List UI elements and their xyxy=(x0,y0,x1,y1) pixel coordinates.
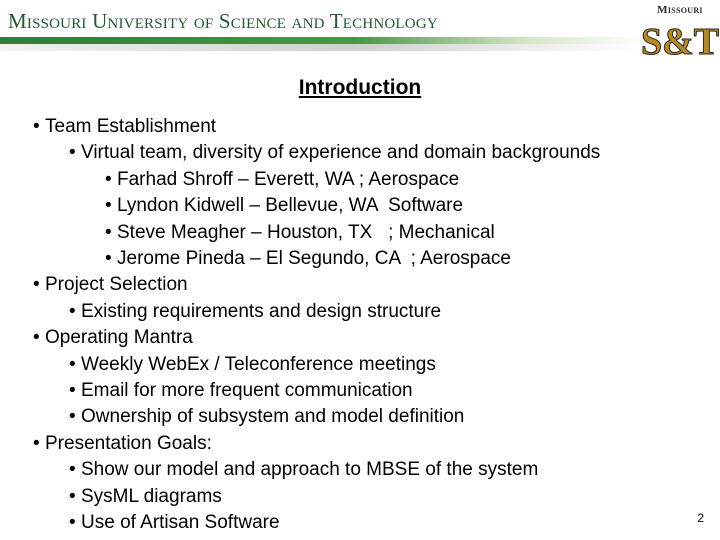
bullet-text: SysML diagrams xyxy=(81,485,222,507)
bullet-text: Ownership of subsystem and model definition xyxy=(81,406,465,428)
list-item: • Use of Artisan Software xyxy=(69,512,280,534)
bullet-text: Show our model and approach to MBSE of the system xyxy=(81,459,539,481)
list-item: • Lyndon Kidwell – Bellevue, WA Software xyxy=(105,195,464,217)
list-item: • Ownership of subsystem and model definition xyxy=(69,406,465,428)
bullet-text: Existing requirements and design structure xyxy=(81,300,442,322)
bullet-text: Virtual team, diversity of experience and domain backgrounds xyxy=(81,142,601,164)
missouri-st-logo xyxy=(640,2,720,63)
list-item: • Project Selection xyxy=(33,274,188,296)
list-item: • Team Establishment xyxy=(33,116,217,137)
list-item: • Show our model and approach to MBSE of the system xyxy=(69,459,539,481)
list-item: • Farhad Shroff – Everett, WA ; Aerospace xyxy=(105,168,460,190)
header-gray-bar xyxy=(0,44,645,51)
header-green-bar xyxy=(0,37,645,44)
bullet-text: Team Establishment xyxy=(45,116,217,137)
list-item: • Jerome Pineda – El Segundo, CA ; Aerospace xyxy=(105,248,511,270)
bullet-text: Weekly WebEx / Teleconference meetings xyxy=(81,353,436,375)
list-item: • Presentation Goals: xyxy=(33,432,212,454)
bullet-text: Use of Artisan Software xyxy=(81,512,280,534)
bullet-text: Lyndon Kidwell – Bellevue, WA Software xyxy=(117,195,464,217)
list-item: • Email for more frequent communication xyxy=(69,380,413,402)
list-item: • Steve Meagher – Houston, TX ; Mechanical xyxy=(105,221,495,243)
list-item: • Weekly WebEx / Teleconference meetings xyxy=(69,353,436,375)
list-item: • Virtual team, diversity of experience and domain backgrounds xyxy=(69,142,601,164)
page-number: 2 xyxy=(697,511,704,525)
bullet-text: Steve Meagher – Houston, TX ; Mechanical xyxy=(117,221,495,243)
logo-word: Missouri xyxy=(657,4,703,16)
list-item: • Existing requirements and design structure xyxy=(69,300,442,322)
bullet-list xyxy=(0,114,720,537)
bullet-text: Jerome Pineda – El Segundo, CA ; Aerospace xyxy=(117,248,511,270)
slide-title: Introduction xyxy=(298,76,422,99)
bullet-text: Operating Mantra xyxy=(45,327,193,349)
list-item: • Operating Mantra xyxy=(33,327,193,349)
bullet-text: Farhad Shroff – Everett, WA ; Aerospace xyxy=(117,168,460,190)
bullet-text: Project Selection xyxy=(45,274,188,296)
bullet-text: Email for more frequent communication xyxy=(81,380,413,402)
bullet-text: Presentation Goals: xyxy=(45,432,212,454)
st-logo-icon xyxy=(640,16,720,63)
university-header-title: Missouri University of Science and Technology xyxy=(8,9,438,33)
logo-mark: S&T xyxy=(640,21,720,63)
list-item: • SysML diagrams xyxy=(69,485,222,507)
